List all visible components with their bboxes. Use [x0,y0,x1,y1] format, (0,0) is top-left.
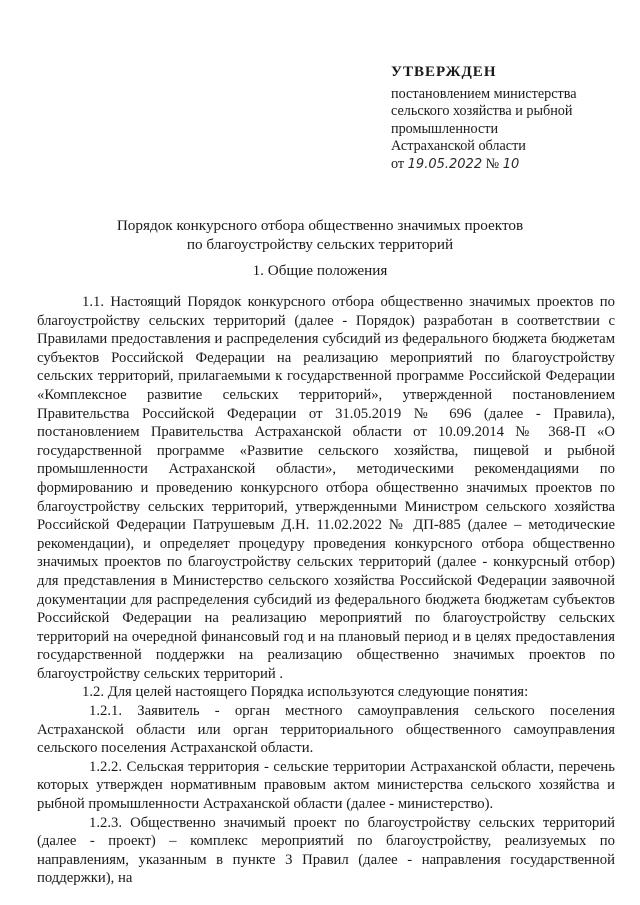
paragraph-1-1: 1.1. Настоящий Порядок конкурсного отбора общественно значимых проектов по благоустройству сельских территорий (далее - Порядок) разработан в соответствии с Правилами предоставления и распределения субсидий из федерального бюджета бюджетам субъектов Российской Федерации на реализацию мероприятий по благоустройству сельских территорий, прилагаемыми к государственной программе Российской Федерации «Комплексное развитие сельских территорий», утвержденной постановлением Правительства Российской Федерации от 31.05.2019 № 696 (далее - Правила), постановлением Правительства Астраханской области от 10.09.2014 № 368-П «О государственной программе «Развитие сельского хозяйства, пищевой и рыбной промышленности Астраханской области», методическими рекомендациями по формированию и проведению конкурсного отбора общественно значимых проектов по благоустройству сельских территорий, утвержденными Министром сельского хозяйства Российской Федерации Патрушевым Д.Н. 11.02.2022 № ДП-885 (далее – методические рекомендации), и определяет процедуру проведения конкурсного отбора общественно значимых проектов по благоустройству сельских территорий (далее - конкурсный отбор) для представления в Министерство сельского хозяйства Российской Федерации заявочной документации для распределения субсидий из федерального бюджета бюджетам субъектов Российской Федерации на реализацию мероприятий по благоустройству сельских территорий на очередной финансовый год и на плановый период и в целях предоставления государственной поддержки на реализацию общественно значимых проектов по благоустройству сельских территорий . [37,294,615,682]
approval-line: промышленности [391,120,499,137]
document-body [37,293,615,888]
approval-stamp-block [391,64,621,174]
paragraph-1-2-3: 1.2.3. Общественно значимый проект по благоустройству сельских территорий (далее - проект) – комплекс мероприятий по благоустройству, реализуемых по направлениям, указанным в пункте 3 Правил (далее - направления государственной поддержки), на [37,814,615,887]
approval-line: Астраханской области [391,138,526,155]
approval-date-prefix: от [391,155,405,172]
approval-date-line [391,156,621,174]
number-sign: № [485,155,500,172]
handwritten-number: 10 [502,156,520,172]
paragraph-1-2-2: 1.2.2. Сельская территория - сельские территории Астраханской области, перечень которых утвержден нормативным правовым актом министерства сельского хозяйства и рыбной промышленности Астраханской области (далее - министерство). [37,758,615,813]
paragraph-1-2: 1.2. Для целей настоящего Порядка используются следующие понятия: [82,684,529,701]
handwritten-date: 19.05.2022 [407,156,483,172]
title-line: по благоустройству сельских территорий [186,236,454,253]
approval-line: постановлением министерства [391,85,577,102]
approval-heading: УТВЕРЖДЕН [391,64,497,80]
document-title [0,216,640,254]
paragraph-1-2-1: 1.2.1. Заявитель - орган местного самоуправления сельского поселения Астраханской области или орган территориального общественного самоуправления сельского поселения Астраханской области. [37,703,615,757]
title-line: Порядок конкурсного отбора общественно значимых проектов [116,217,524,234]
section-heading: 1. Общие положения [252,262,388,279]
approval-line: сельского хозяйства и рыбной [391,103,573,120]
